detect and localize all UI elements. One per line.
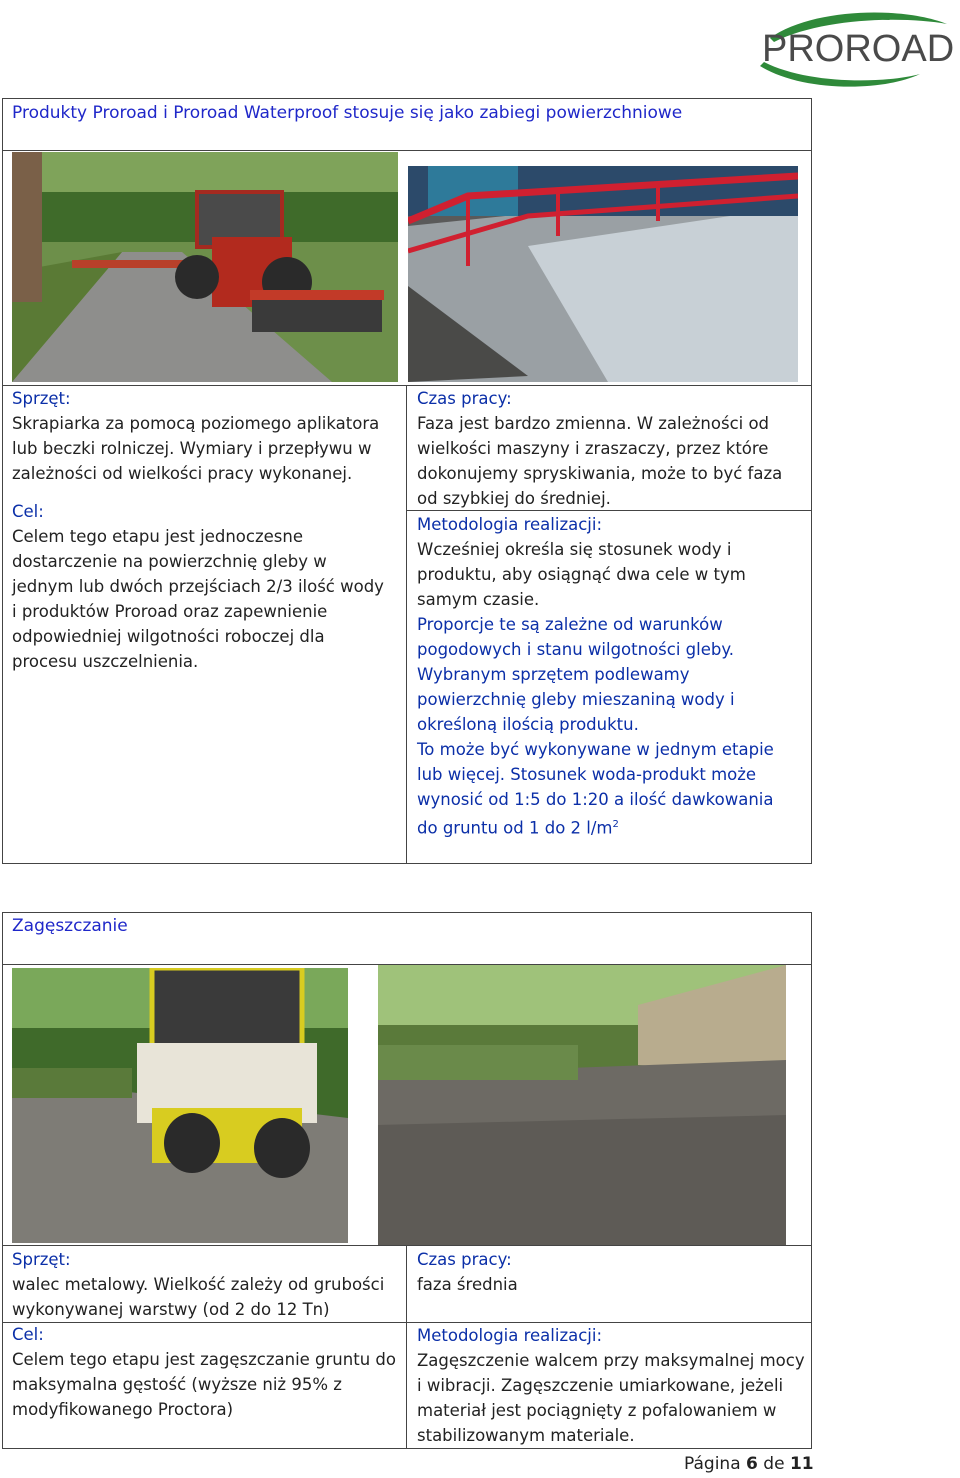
work-time-line: od szybkiej do średniej. <box>417 489 611 508</box>
tractor-sprayer-photo <box>12 152 398 382</box>
section2-title: Zagęszczanie <box>12 916 128 936</box>
methodology-line: samym czasie. <box>417 590 540 609</box>
equipment-line: Skrapiarka za pomocą poziomego aplikatora <box>12 414 380 433</box>
goal-line: maksymalna gęstość (wyższe niż 95% z <box>12 1375 342 1394</box>
equipment-line: wykonywanej warstwy (od 2 do 12 Tn) <box>12 1300 330 1319</box>
goal-line: jednym lub dwóch przejściach 2/3 ilość wody <box>12 577 384 596</box>
compacted-road-photo <box>378 965 786 1245</box>
work-time-label: Czas pracy: <box>417 389 512 408</box>
methodology-label: Metodologia realizacji: <box>417 1326 603 1345</box>
goal-line: Celem tego etapu jest jednoczesne <box>12 527 303 546</box>
work-time-line: faza średnia <box>417 1275 518 1294</box>
road-roller-photo <box>12 968 348 1243</box>
methodology-line: określoną ilością produktu. <box>417 715 639 734</box>
equipment-line: walec metalowy. Wielkość zależy od grubości <box>12 1275 385 1294</box>
methodology-line: produktu, aby osiągnąć dwa cele w tym <box>417 565 746 584</box>
equipment-line: lub beczki rolniczej. Wymiary i przepływu w <box>12 439 372 458</box>
methodology-line: To może być wykonywane w jednym etapie <box>417 740 774 759</box>
methodology-label: Metodologia realizacji: <box>417 515 603 534</box>
methodology-line: Zagęszczenie walcem przy maksymalnej mocy <box>417 1351 805 1370</box>
methodology-line: Wybranym sprzętem podlewamy <box>417 665 690 684</box>
methodology-line: Wcześniej określa się stosunek wody i <box>417 540 732 559</box>
methodology-line: powierzchnię gleby mieszaniną wody i <box>417 690 735 709</box>
methodology-line: i wibracji. Zagęszczenie umiarkowane, jeżeli <box>417 1376 784 1395</box>
equipment-label: Sprzęt: <box>12 389 71 408</box>
goal-line: Celem tego etapu jest zagęszczanie gruntu do <box>12 1350 396 1369</box>
methodology-line: lub więcej. Stosunek woda-produkt może <box>417 765 757 784</box>
goal-line: odpowiedniej wilgotności roboczej dla <box>12 627 325 646</box>
spraying-boom-photo <box>408 166 798 382</box>
equipment-label: Sprzęt: <box>12 1250 71 1269</box>
methodology-line: stabilizowanym materiale. <box>417 1426 635 1445</box>
section1-title: Produkty Proroad i Proroad Waterproof stosuje się jako zabiegi powierzchniowe <box>12 103 683 123</box>
goal-label: Cel: <box>12 502 44 521</box>
work-time-line: wielkości maszyny i zraszaczy, przez które <box>417 439 769 458</box>
work-time-line: dokonujemy spryskiwania, może to być faza <box>417 464 783 483</box>
equipment-line: zależności od wielkości pracy wykonanej. <box>12 464 353 483</box>
goal-line: modyfikowanego Proctora) <box>12 1400 234 1419</box>
page-number: Página 6 de 11 <box>684 1454 814 1474</box>
methodology-line: Proporcje te są zależne od warunków <box>417 615 723 634</box>
work-time-label: Czas pracy: <box>417 1250 512 1269</box>
goal-line: i produktów Proroad oraz zapewnienie <box>12 602 328 621</box>
methodology-line: materiał jest pociągnięty z pofalowaniem w <box>417 1401 777 1420</box>
methodology-line: pogodowych i stanu wilgotności gleby. <box>417 640 734 659</box>
work-time-line: Faza jest bardzo zmienna. W zależności od <box>417 414 770 433</box>
proroad-logo <box>752 6 955 88</box>
goal-line: dostarczenie na powierzchnię gleby w <box>12 552 327 571</box>
methodology-line: wynosić od 1:5 do 1:20 a ilość dawkowania <box>417 790 774 809</box>
goal-line: procesu uszczelnienia. <box>12 652 199 671</box>
goal-label: Cel: <box>12 1325 44 1344</box>
methodology-line-last: do gruntu od 1 do 2 $l/m^2$ <box>417 818 619 838</box>
logo-text: PROROAD <box>762 28 955 70</box>
